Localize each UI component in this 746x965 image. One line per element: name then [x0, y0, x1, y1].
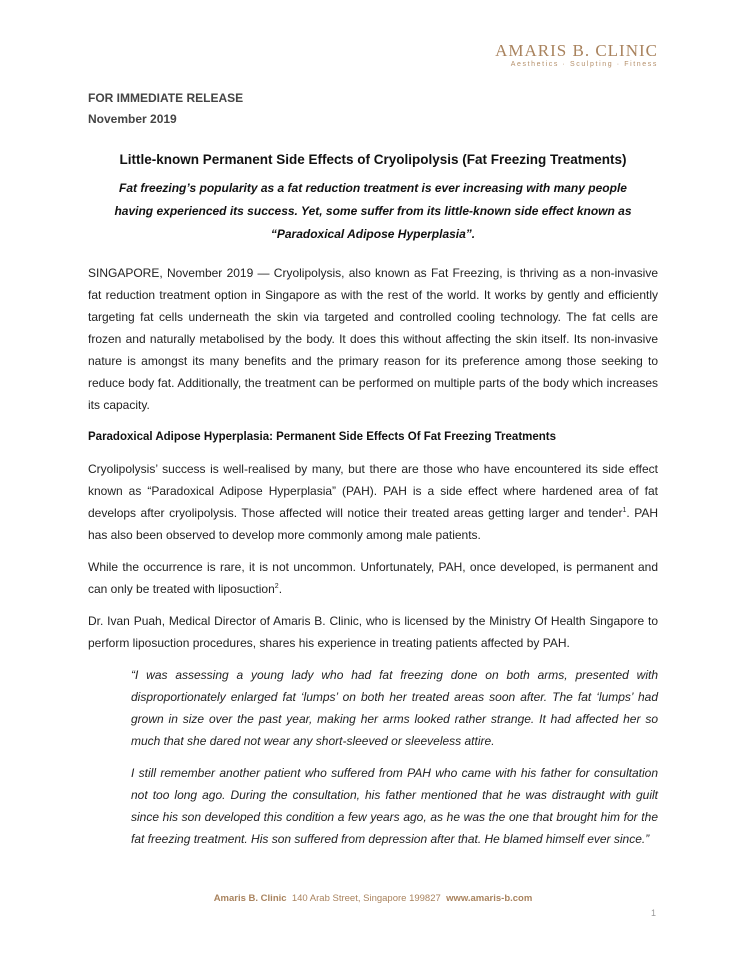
paragraph-pah-end: . PAH has also been observed to develop more commonly among male patients.: [88, 506, 659, 542]
paragraph-occurrence: [88, 556, 658, 600]
logo-tagline: Aesthetics · Sculpting · Fitness: [510, 61, 658, 68]
paragraph-occurrence-end: .: [278, 582, 283, 596]
release-info: [88, 88, 243, 130]
clinic-logo: [495, 42, 658, 68]
section-heading: Paradoxical Adipose Hyperplasia: Permanent Side Effects Of Fat Freezing Treatments: [88, 431, 557, 443]
paragraph-intro: SINGAPORE, November 2019 — Cryolipolysis, also known as Fat Freezing, is thriving as a non-invasive fat reduction treatment option in Singapore as with the rest of the world. It works by gently and efficiently targeting fat cells underneath the skin via targeted and controlled cooling technology. The fat cells are frozen and naturally metabolised by the body. It does this without affecting the skin itself. Its non-invasive nature is amongst its many benefits and the primary reason for its preference among those seeking to reduce body fat. Additionally, the treatment can be performed on multiple parts of the body which increases its capacity.: [88, 266, 658, 412]
page-footer: [0, 893, 746, 904]
quote-second: I still remember another patient who suffered from PAH who came with his father for consultation not too long ago. During the consultation, his father mentioned that he was distraught with guilt since his son developed this condition a few years ago, as he was the one that brought him for the fat freezing treatment. His son suffered from depression after that. He blamed himself ever since.”: [131, 766, 658, 846]
paragraph-occurrence-text: While the occurrence is rare, it is not uncommon. Unfortunately, PAH, once developed, is permanent and can only be treated with liposuction: [88, 560, 658, 596]
paragraph-pah: [88, 458, 658, 546]
paragraph-pah-text: Cryolipolysis’ success is well-realised by many, but there are those who have encountered its side effect known as “Paradoxical Adipose Hyperplasia” (PAH). PAH is a side effect where hardened area of fat develops after cryolipolysis. Those affected will notice their treated areas getting larger and tender: [88, 462, 658, 520]
footer-clinic: Amaris B. Clinic: [213, 893, 287, 904]
quote-first: “I was assessing a young lady who had fat freezing done on both arms, presented with disproportionately enlarged fat ‘lumps’ on both her treated areas soon after. The fat ‘lumps’ had grown in size over the past year, making her arms looked rather strange. It had affected her so much that she dared not wear any short-sleeved or sleeveless attire.: [131, 668, 658, 748]
release-label: FOR IMMEDIATE RELEASE: [88, 91, 244, 105]
logo-name: AMARIS B. CLINIC: [495, 41, 658, 60]
footer-address: 140 Arab Street, Singapore 199827: [291, 893, 441, 904]
footnote-ref-1: 1: [622, 507, 627, 514]
document-body: [88, 262, 658, 860]
page-number: 1: [650, 908, 656, 918]
footer-website: www.amaris-b.com: [446, 893, 533, 904]
release-date: November 2019: [88, 112, 177, 126]
footnote-ref-2: 2: [274, 583, 279, 590]
paragraph-doctor: Dr. Ivan Puah, Medical Director of Amaris B. Clinic, who is licensed by the Ministry Of Health Singapore to perform liposuction procedures, shares his experience in treating patients affected by PAH.: [88, 614, 658, 650]
document-subtitle: Fat freezing’s popularity as a fat reduction treatment is ever increasing with many people having experienced its success. Yet, some suffer from its little-known side effect known as “Paradoxical Adipose Hyperplasia”.: [114, 181, 632, 241]
document-title: Little-known Permanent Side Effects of Cryolipolysis (Fat Freezing Treatments): [119, 152, 627, 167]
